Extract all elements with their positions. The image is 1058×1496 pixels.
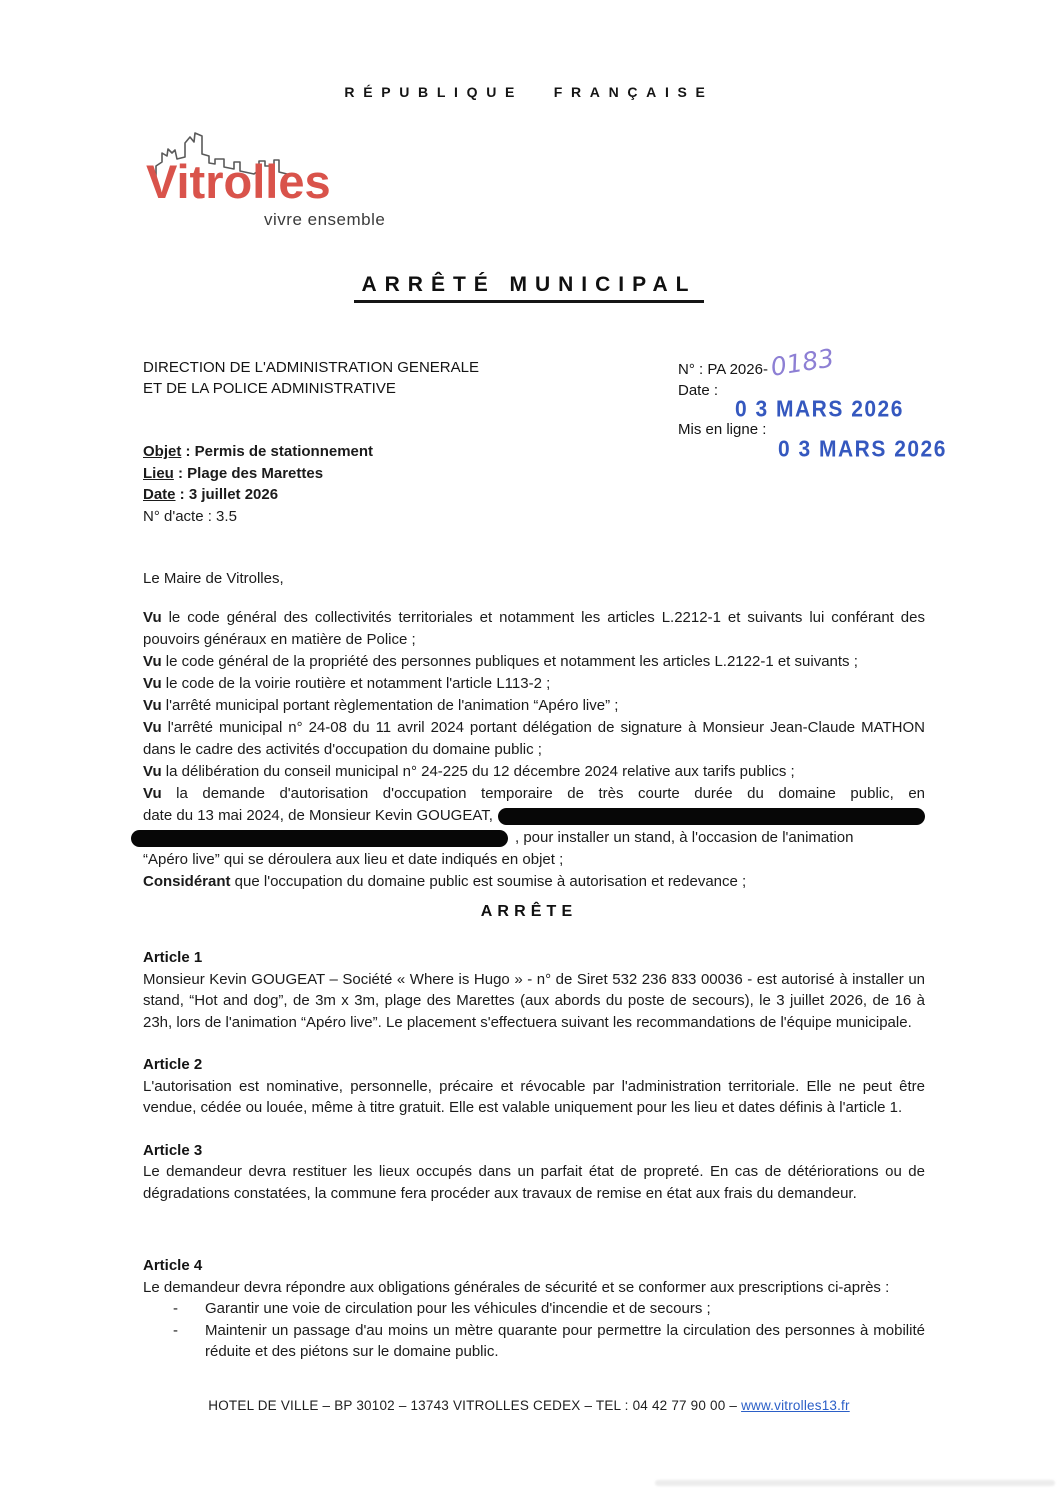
vu-item: Vu le code général des collectivités territoriales et notamment les articles L.2212-1 et suivants lui conférant des pouvoirs généraux en matière de Police ; bbox=[143, 609, 925, 648]
recitals-block bbox=[143, 607, 925, 893]
page-footer bbox=[0, 1398, 1058, 1413]
decision-heading: ARRÊTE bbox=[480, 903, 578, 920]
footer-address: HOTEL DE VILLE – BP 30102 – 13743 VITROLLES CEDEX – TEL : 04 42 77 90 00 – bbox=[208, 1398, 742, 1413]
bullet-dash: - bbox=[173, 1321, 178, 1339]
article-4-bullet-1: - Garantir une voie de circulation pour les véhicules d'incendie et de secours ; bbox=[143, 1298, 925, 1320]
subject-date: Date : 3 juillet 2026 bbox=[143, 486, 279, 503]
vu-item: Vu le code général de la propriété des personnes publiques et notamment les articles L.2122-1 et suivants ; bbox=[143, 653, 858, 670]
date-label: Date : bbox=[678, 382, 719, 399]
article-4-bullet-2: - Maintenir un passage d'au moins un mètre quarante pour permettre la circulation des personnes à mobilité réduite et des piétons sur le domaine public. bbox=[143, 1320, 925, 1363]
article-2-title: Article 2 bbox=[143, 1056, 203, 1073]
online-label: Mis en ligne : bbox=[678, 421, 767, 438]
article-3-title: Article 3 bbox=[143, 1141, 203, 1159]
redacted-line-3: , pour installer un stand, à l'occasion de l'animation bbox=[143, 827, 925, 849]
redacted-line-1: Vu la demande d'autorisation d'occupation temporaire de très courte durée du domaine public, en bbox=[143, 785, 925, 802]
republique-francaise-header: RÉPUBLIQUE FRANÇAISE bbox=[344, 84, 714, 100]
salutation: Le Maire de Vitrolles, bbox=[143, 570, 284, 587]
footer-website-link[interactable]: www.vitrolles13.fr bbox=[741, 1398, 850, 1413]
vu-item: Vu le code de la voirie routière et notamment l'article L113-2 ; bbox=[143, 675, 551, 692]
considerant-item: Considérant que l'occupation du domaine public est soumise à autorisation et redevance ; bbox=[143, 873, 747, 890]
page-title: ARRÊTÉ MUNICIPAL bbox=[354, 273, 705, 303]
article-4-body: Le demandeur devra répondre aux obligations générales de sécurité et se conformer aux prescriptions ci-après : bbox=[143, 1278, 890, 1296]
article-4 bbox=[143, 1255, 925, 1363]
numero-label: N° : PA 2026- bbox=[678, 361, 768, 378]
logo-wordmark: Vitrolles bbox=[146, 155, 331, 208]
online-stamp: 0 3 MARS 2026 bbox=[778, 436, 947, 462]
article-4-title: Article 4 bbox=[143, 1257, 203, 1274]
subject-objet: Objet : Permis de stationnement bbox=[143, 443, 374, 460]
article-2 bbox=[143, 1054, 925, 1119]
redacted-line-2: date du 13 mai 2024, de Monsieur Kevin GOUGEAT, bbox=[143, 805, 925, 827]
article-3-body: Le demandeur devra restituer les lieux occupés dans un parfait état de propreté. En cas de détériorations ou de dégradations constatées, la commune fera procéder aux travaux de remise en état aux frais du demandeur. bbox=[143, 1163, 925, 1202]
redaction-bar bbox=[498, 808, 925, 825]
logo-tagline: vivre ensemble bbox=[264, 210, 386, 229]
department-line-2: ET DE LA POLICE ADMINISTRATIVE bbox=[143, 380, 396, 397]
issuing-department bbox=[143, 357, 479, 399]
article-2-body: L'autorisation est nominative, personnelle, précaire et révocable par l'administration territoriale. Elle ne peut être vendue, cédée ou louée, même à titre gratuit. Elle est valable uniquement pour les lieu et dates définis à l'article 1. bbox=[143, 1077, 925, 1116]
redacted-line-4: “Apéro live” qui se déroulera aux lieu et date indiqués en objet ; bbox=[143, 851, 564, 868]
article-3 bbox=[143, 1140, 925, 1205]
subject-acte: N° d'acte : 3.5 bbox=[143, 507, 237, 525]
articles-block bbox=[143, 947, 925, 1363]
subject-lieu: Lieu : Plage des Marettes bbox=[143, 464, 324, 482]
article-1 bbox=[143, 947, 925, 1033]
vu-item-redacted bbox=[143, 783, 925, 871]
bullet-dash: - bbox=[173, 1300, 178, 1317]
subject-block bbox=[143, 441, 373, 527]
date-stamp: 0 3 MARS 2026 bbox=[735, 396, 904, 422]
vu-item: Vu la délibération du conseil municipal n° 24-225 du 12 décembre 2024 relative aux tarifs publics ; bbox=[143, 763, 795, 780]
vu-item: Vu l'arrêté municipal portant règlementation de l'animation “Apéro live” ; bbox=[143, 697, 619, 714]
article-1-body: Monsieur Kevin GOUGEAT – Société « Where is Hugo » - n° de Siret 532 236 833 00036 - est autorisé à installer un stand, “Hot and dog”, de 3m x 3m, plage des Marettes (aux abords du poste de secours), le 3 juillet 2026, de 16 à 23h, lors de l'animation “Apéro live”. Le placement s'effectuera suivant les recommandations de l'équipe municipale. bbox=[143, 970, 925, 1031]
article-1-title: Article 1 bbox=[143, 949, 203, 966]
redaction-bar bbox=[131, 830, 508, 847]
reference-block bbox=[678, 343, 958, 462]
vu-item: Vu l'arrêté municipal n° 24-08 du 11 avril 2024 portant délégation de signature à Monsieur Jean-Claude MATHON dans le cadre des activités d'occupation du domaine public ; bbox=[143, 719, 925, 758]
department-line-1: DIRECTION DE L'ADMINISTRATION GENERALE bbox=[143, 359, 479, 376]
vitrolles-logo bbox=[146, 128, 446, 246]
scan-artifact bbox=[655, 1480, 1055, 1486]
numero-handwritten-value: 0183 bbox=[768, 343, 836, 382]
